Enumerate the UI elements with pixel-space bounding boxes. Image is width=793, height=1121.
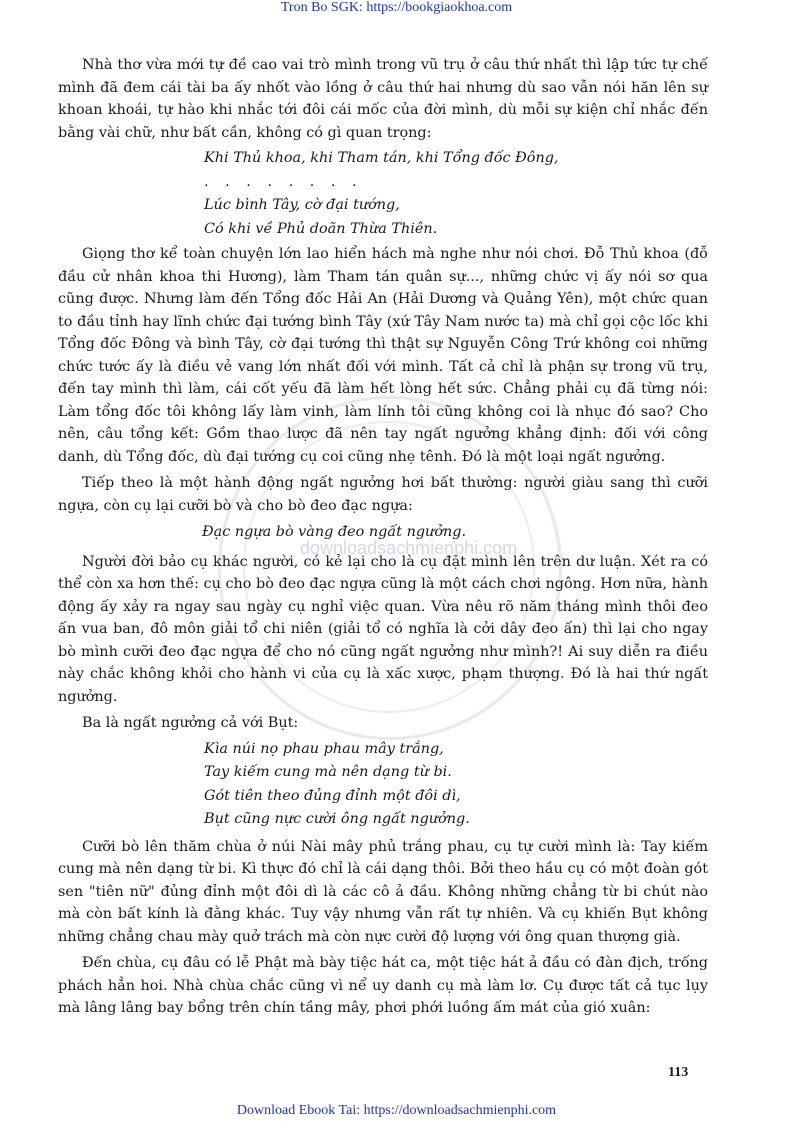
verse-line: Khi Thủ khoa, khi Tham tán, khi Tổng đốc Đông,	[204, 150, 559, 166]
watermark-text: downloadsachmienphi.com	[300, 538, 518, 558]
paragraph-2: Giọng thơ kể toàn chuyện lớn lao hiển hách mà nghe như nói chơi. Đỗ Thủ khoa (đỗ đầu cử nhân khoa thi Hương), làm Tham tán quân sự..., những chức vị ấy nói sơ qua cũng được. Nhưng làm đến Tổng đốc Hải An (Hải Dương và Quảng Yên), một chức quan to đầu tỉnh hay lĩnh chức đại tướng bình Tây (xứ Tây Nam nước ta) mà chỉ gọi cộc lốc khi Tổng đốc Đông và bình Tây, cờ đại tướng thì thật sự Nguyễn Công Trứ không coi những chức tước ấy là điều vẻ vang lớn nhất đối với mình. Tất cả chỉ là phận sự trong vũ trụ, đến tay mình thì làm, cái cốt yếu đã làm hết lòng hết sức. Chẳng phải cụ đã từng nói: Làm tổng đốc tôi không lấy làm vinh, làm lính tôi cũng không coi là nhục đó sao? Cho nên, câu tổng kết: Gồm thao lược đã nên tay ngất ngưởng khẳng định: đối với công danh, dù Tổng đốc, dù đại tướng cụ coi cũng nhẹ tênh. Đó là một loại ngất ngưởng.	[58, 246, 708, 465]
page-number: 113	[668, 1065, 689, 1080]
verse-line-single: Đạc ngựa bò vàng đeo ngất ngưởng.	[202, 524, 467, 540]
paragraph-5: Ba là ngất ngưởng cả với Bụt:	[82, 715, 299, 731]
verse-line: Lúc bình Tây, cờ đại tướng,	[204, 197, 400, 213]
verse-line: Có khi về Phủ doãn Thừa Thiên.	[204, 220, 438, 237]
paragraph-3: Tiếp theo là một hành động ngất ngưởng hơi bất thường: người giàu sang thì cưỡi ngựa, còn cụ lại cưỡi bò và cho bò đeo đạc ngựa:	[58, 475, 708, 514]
paragraph-1: Nhà thơ vừa mới tự đề cao vai trò mình trong vũ trụ ở câu thứ nhất thì lập tức tự chế mình đã đem cái tài ba ấy nhốt vào lồng ở câu thứ hai nhưng dù sao vẫn nói hăn lên sự khoan khoái, tự hào khi nhắc tới đôi cái mốc của đời mình, dù mỗi sự kiện chỉ nhắc đến bằng vài chữ, như bất cần, không có gì quan trọng:	[58, 57, 708, 141]
paragraph-4: Người đời bảo cụ khác người, có kẻ lại cho là cụ đặt mình lên trên dư luận. Xét ra có thể còn xa hơn thế: cụ cho bò đeo đạc ngựa cũng là một cách chơi ngông. Hơn nữa, hành động ấy xảy ra ngay sau ngày cụ nghỉ việc quan. Vừa nêu rõ năm tháng mình thôi đeo ấn vua ban, đô môn giải tổ chi niên (giải tổ có nghĩa là cởi dây đeo ấn) thì lại cho ngay bò mình cưỡi đeo đạc ngựa để cho nó cũng ngất ngưởng như mình?! Ai suy diễn ra điều này chắc không khỏi cho hành vi của cụ là xấc xược, phạm thượng. Đó là hai thứ ngất ngưởng.	[58, 553, 708, 705]
verse-line: Bụt cũng nực cười ông ngất ngưởng.	[204, 811, 470, 827]
page-body	[58, 54, 708, 1020]
verse-block-1	[58, 147, 708, 241]
verse-line: Gót tiên theo đủng đỉnh một đôi dì,	[204, 787, 461, 804]
verse-line: Kìa núi nọ phau phau mây trắng,	[204, 740, 444, 757]
paragraph-7: Đến chùa, cụ đâu có lễ Phật mà bày tiệc hát ca, một tiệc hát ả đầu có đàn địch, trống phách hẳn hoi. Nhà chùa chắc cũng vì nể uy danh cụ mà làm lơ. Cụ được tất cả tục lụy mà lâng lâng bay bổng trên chín tầng mây, phơi phới luồng ấm mát của gió xuân:	[58, 955, 708, 1016]
header-link[interactable]: Tron Bo SGK: https://bookgiaokhoa.com	[280, 0, 513, 15]
footer-link[interactable]: Download Ebook Tai: https://downloadsachmienphi.com	[236, 1103, 557, 1118]
verse-block-3	[58, 738, 708, 832]
paragraph-6: Cưỡi bò lên thăm chùa ở núi Nài mây phủ trắng phau, cụ tự cười mình là: Tay kiếm cung mà nên dạng từ bi. Kì thực đó chỉ là cái dạng thôi. Bởi theo hầu cụ có một đoàn gót sen "tiên nữ" đủng đỉnh một đôi dì là các cô ả đầu. Không những chẳng từ bi chút nào mà còn bất kính là đằng khác. Tuy vậy nhưng vẫn rất tự nhiên. Và cụ khiến Bụt không những chẳng chau mày quở trách mà còn nực cười độ lượng với ông quan thượng già.	[58, 838, 708, 945]
verse-line: Tay kiếm cung mà nên dạng từ bi.	[204, 764, 452, 780]
verse-ellipsis: . . . . . . . .	[204, 173, 363, 190]
